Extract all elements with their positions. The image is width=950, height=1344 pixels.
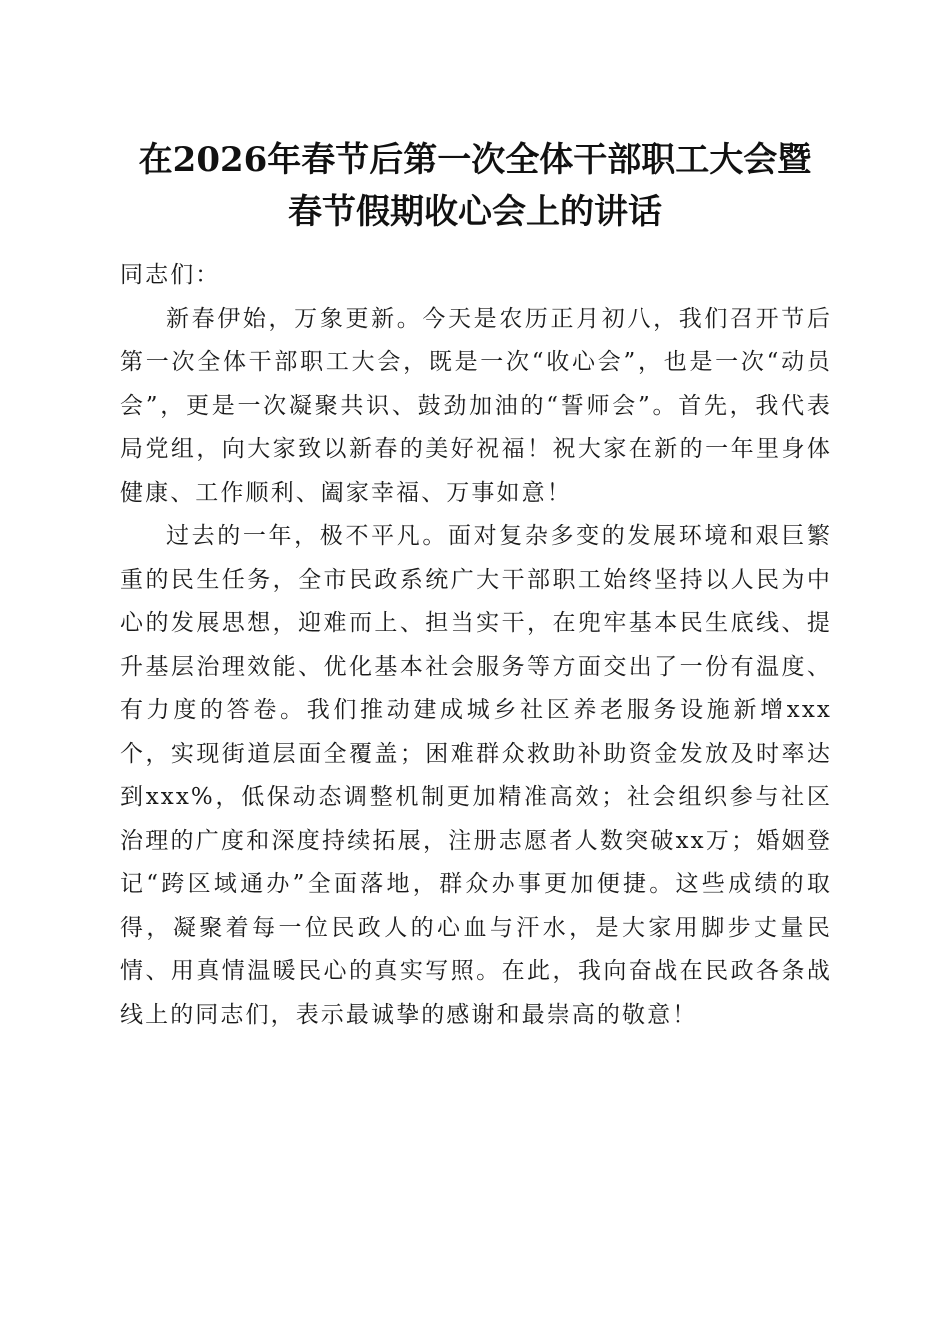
title-line-1: 在2026年春节后第一次全体干部职工大会暨 [138, 140, 812, 180]
paragraph-2: 过去的一年，极不平凡。面对复杂多变的发展环境和艰巨繁重的民生任务，全市民政系统广大干部职工始终坚持以人民为中心的发展思想，迎难而上、担当实干，在兜牢基本民生底线、提升基层治理效能、优化基本社会服务等方面交出了一份有温度、有力度的答卷。我们推动建成城乡社区养老服务设施新增xxx个，实现街道层面全覆盖；困难群众救助补助资金发放及时率达到xxx%，低保动态调整机制更加精准高效；社会组织参与社区治理的广度和深度持续拓展，注册志愿者人数突破xx万；婚姻登记“跨区域通办”全面落地，群众办事更加便捷。这些成绩的取得，凝聚着每一位民政人的心血与汗水，是大家用脚步丈量民情、用真情温暖民心的真实写照。在此，我向奋战在民政各条战线上的同志们，表示最诚挚的感谢和最崇高的敬意！ [120, 523, 832, 1028]
paragraph-1: 新春伊始，万象更新。今天是农历正月初八，我们召开节后第一次全体干部职工大会，既是一次“收心会”，也是一次“动员会”，更是一次凝聚共识、鼓劲加油的“誓师会”。首先，我代表局党组，向大家致以新春的美好祝福！祝大家在新的一年里身体健康、工作顺利、阖家幸福、万事如意！ [120, 305, 832, 506]
document-body [120, 254, 832, 1037]
salutation: 同志们： [120, 262, 221, 288]
document-title [0, 134, 950, 238]
title-line-2: 春节假期收心会上的讲话 [288, 192, 662, 232]
